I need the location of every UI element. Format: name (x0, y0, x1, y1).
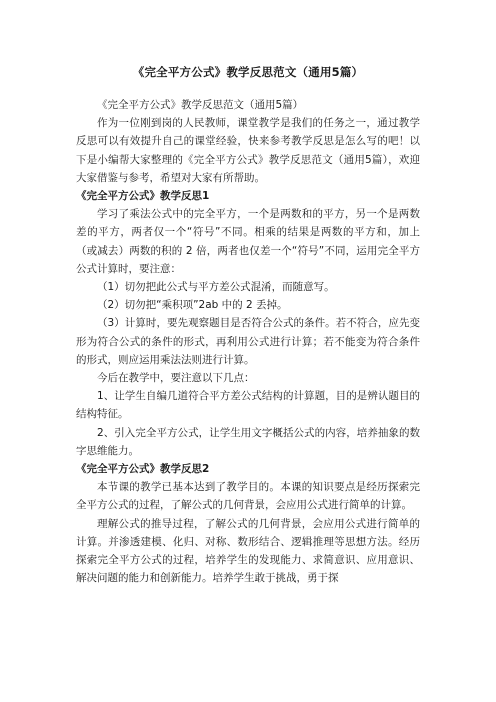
document-subtitle: 《完全平方公式》教学反思范文（通用5篇） (97, 99, 304, 111)
document-title: 《完全平方公式》教学反思范文（通用5篇） (132, 65, 364, 79)
section1-point-2: 2、引入完全平方公式，让学生用文字概括公式的内容，培养抽象的数字思维能力。 (76, 426, 420, 457)
section-heading-2: 《完全平方公式》教学反思2 (76, 463, 210, 476)
section2-paragraph-1: 本节课的教学已基本达到了教学目的。本课的知识要点是经历探索完全平方公式的过程，了解公式的几何背景，会应用公式进行简单的计算。 (76, 481, 420, 512)
section1-point-1: 1、让学生自编几道符合平方差公式结构的计算题，目的是辨认题目的结构特征。 (76, 390, 420, 421)
section1-paragraph: 学习了乘法公式中的完全平方，一个是两数和的平方，另一个是两数差的平方，两者仅一个“符号”不同。相乘的结果是两数的平方和，加上（或减去）两数的积的 2 倍，两者也仅差一个“符号”不同，运用完全平方公式计算时，要注意： (76, 208, 420, 275)
section1-item-1: （1）切勿把此公式与平方差公式混淆，而随意写。 (97, 281, 335, 294)
section1-notes-lead: 今后在教学中，要注意以下几点： (97, 372, 255, 385)
section2-paragraph-2: 理解公式的推导过程，了解公式的几何背景，会应用公式进行简单的计算。并渗透建模、化归、对称、数形结合、逻辑推理等思想方法。经历探索完全平方公式的过程，培养学生的发现能力、求简意识、应用意识、解决问题的能力和创新能力。培养学生敢于挑战，勇于探 (76, 517, 420, 585)
section-heading-1: 《完全平方公式》教学反思1 (76, 190, 210, 203)
section1-item-3: （3）计算时，要先观察题目是否符合公式的条件。若不符合，应先变形为符合公式的条件的形式，再利用公式进行计算；若不能变为符合条件的形式，则应运用乘法法则进行计算。 (76, 317, 420, 366)
intro-paragraph: 作为一位刚到岗的人民教师，课堂教学是我们的任务之一，通过教学反思可以有效提升自己的课堂经验，快来参考教学反思是怎么写的吧！以下是小编帮大家整理的《完全平方公式》教学反思范文（通用5篇），欢迎大家借鉴与参考，希望对大家有所帮助。 (76, 117, 420, 184)
section1-item-2: （2）切勿把“乘积项”2ab 中的 2 丢掉。 (97, 299, 288, 312)
